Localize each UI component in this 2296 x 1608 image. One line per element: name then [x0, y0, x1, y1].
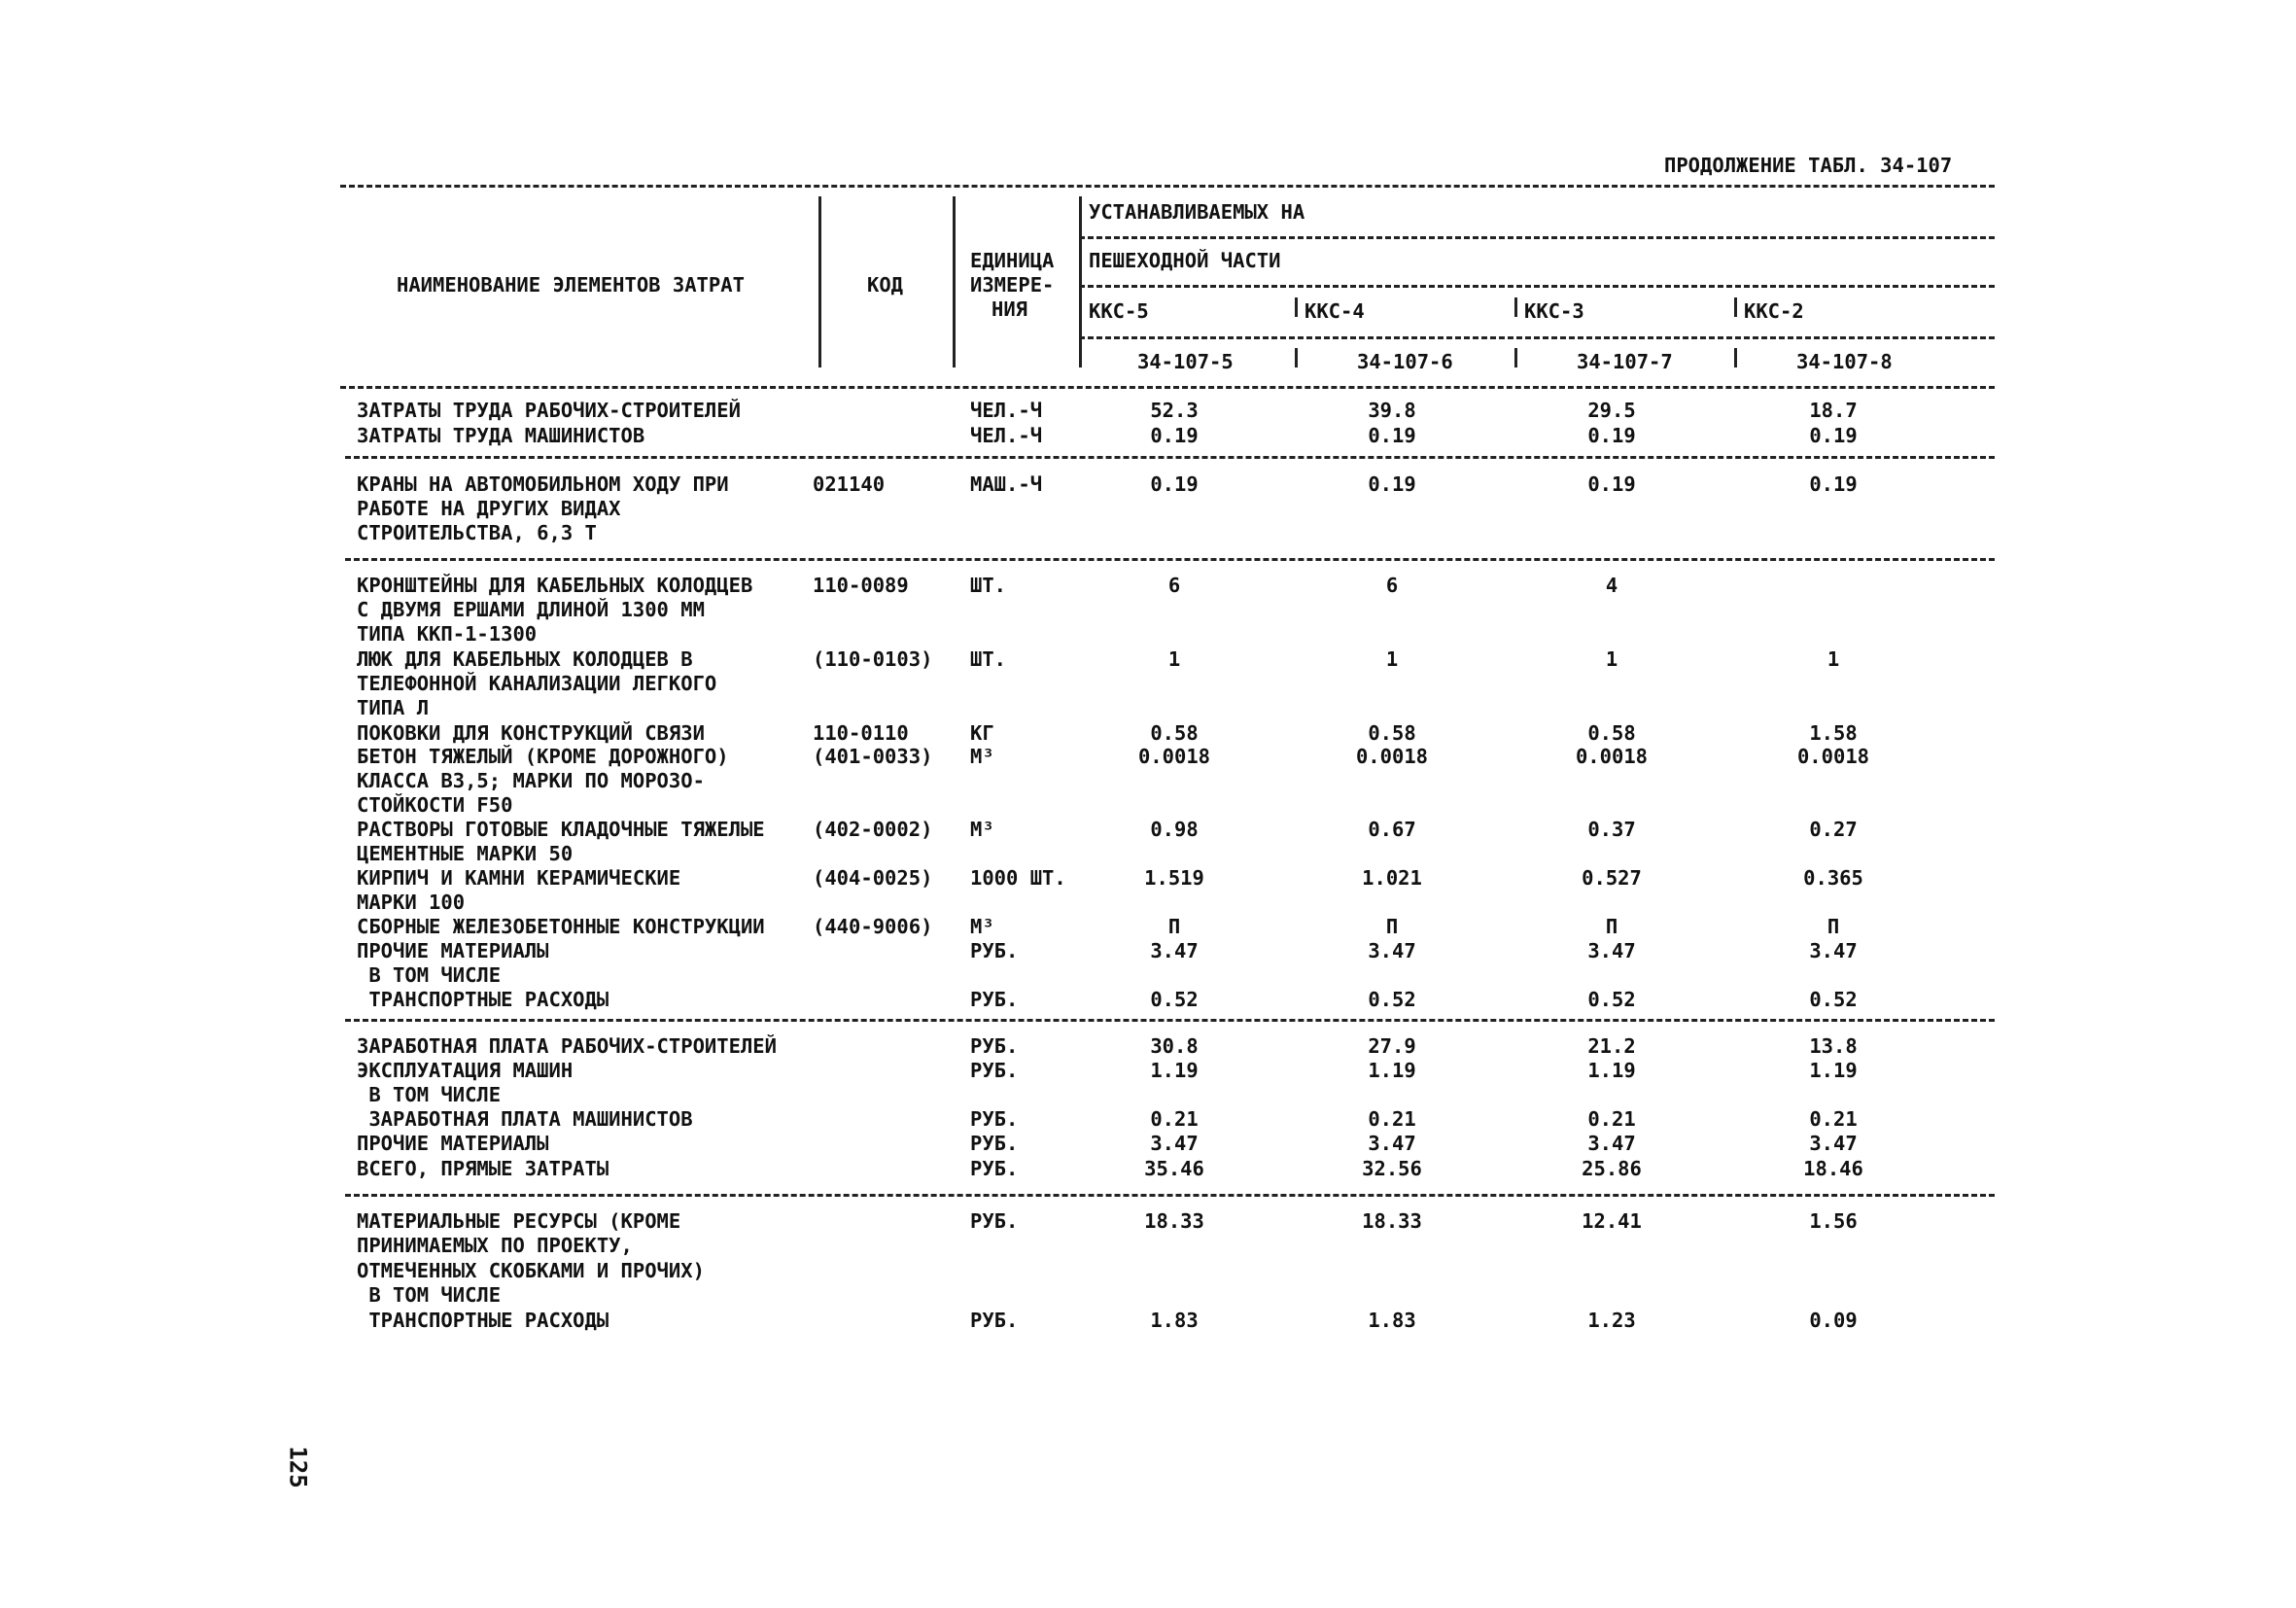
- row-value-4: 3.47: [1809, 1132, 1858, 1155]
- page-number: 125: [284, 1446, 312, 1488]
- row-value-1: 0.19: [1150, 424, 1199, 447]
- divider-kks2: [1734, 297, 1737, 317]
- row-name: МАТЕРИАЛЬНЫЕ РЕСУРСЫ (КРОМЕ: [357, 1209, 681, 1233]
- header-rule-1: [1079, 236, 1995, 239]
- row-unit: ШТ.: [970, 574, 1007, 597]
- row-value-2: 0.67: [1368, 818, 1416, 841]
- header-code: КОД: [867, 273, 904, 297]
- row-name: КИРПИЧ И КАМНИ КЕРАМИЧЕСКИЕ: [357, 866, 681, 890]
- row-name: ТРАНСПОРТНЫЕ РАСХОДЫ: [357, 1309, 609, 1332]
- header-code-7: 34-107-7: [1577, 350, 1673, 373]
- row-value-1: 1: [1167, 647, 1181, 671]
- row-unit: МАШ.-Ч: [970, 472, 1043, 496]
- header-unit-3: НИЯ: [991, 297, 1028, 321]
- row-name: ПРОЧИЕ МАТЕРИАЛЫ: [357, 939, 549, 962]
- row-unit: М³: [970, 745, 994, 768]
- row-value-1: 1.83: [1150, 1309, 1199, 1332]
- row-value-3: 25.86: [1582, 1157, 1642, 1180]
- row-value-3: 0.527: [1582, 866, 1642, 890]
- row-value-2: 1.021: [1362, 866, 1422, 890]
- row-name: МАРКИ 100: [357, 891, 466, 914]
- row-value-4: 0.52: [1809, 988, 1858, 1011]
- row-value-2: 3.47: [1368, 1132, 1416, 1155]
- row-value-3: 0.52: [1587, 988, 1636, 1011]
- row-value-1: 52.3: [1150, 399, 1199, 422]
- row-name: ТРАНСПОРТНЫЕ РАСХОДЫ: [357, 988, 609, 1011]
- section-rule-3: [345, 1019, 1995, 1022]
- row-name: РАБОТЕ НА ДРУГИХ ВИДАХ: [357, 497, 621, 520]
- header-installed: УСТАНАВЛИВАЕМЫХ НА: [1089, 200, 1305, 224]
- row-name: В ТОМ ЧИСЛЕ: [357, 1083, 502, 1106]
- row-value-2: 1.83: [1368, 1309, 1416, 1332]
- row-value-1: 3.47: [1150, 1132, 1199, 1155]
- row-name: ПРОЧИЕ МАТЕРИАЛЫ: [357, 1132, 549, 1155]
- row-name: ТИПА Л: [357, 696, 430, 719]
- row-name: СТОЙКОСТИ F50: [357, 793, 513, 817]
- row-value-2: 0.21: [1368, 1107, 1416, 1131]
- row-unit: М³: [970, 818, 994, 841]
- row-code: (404-0025): [813, 866, 933, 890]
- row-value-4: 18.7: [1809, 399, 1858, 422]
- row-unit: РУБ.: [970, 1309, 1019, 1332]
- row-name: РАСТВОРЫ ГОТОВЫЕ КЛАДОЧНЫЕ ТЯЖЕЛЫЕ: [357, 818, 765, 841]
- divider-values: [1079, 196, 1082, 367]
- row-value-3: 1: [1605, 647, 1618, 671]
- row-value-2: П: [1385, 915, 1399, 938]
- divider-kks3: [1514, 297, 1517, 317]
- row-value-3: П: [1605, 915, 1618, 938]
- header-bottom-rule: [340, 386, 1995, 389]
- row-value-3: 0.21: [1587, 1107, 1636, 1131]
- row-value-2: 27.9: [1368, 1034, 1416, 1058]
- row-name: КРОНШТЕЙНЫ ДЛЯ КАБЕЛЬНЫХ КОЛОДЦЕВ: [357, 574, 753, 597]
- header-name: НАИМЕНОВАНИЕ ЭЛЕМЕНТОВ ЗАТРАТ: [397, 273, 745, 297]
- row-name: ЗАРАБОТНАЯ ПЛАТА МАШИНИСТОВ: [357, 1107, 693, 1131]
- row-unit: ЧЕЛ.-Ч: [970, 424, 1043, 447]
- row-value-1: 0.98: [1150, 818, 1199, 841]
- row-value-1: 1.519: [1144, 866, 1204, 890]
- row-value-4: 18.46: [1803, 1157, 1863, 1180]
- row-value-2: 0.19: [1368, 424, 1416, 447]
- row-code: 110-0110: [813, 721, 909, 745]
- row-name: ОТМЕЧЕННЫХ СКОБКАМИ И ПРОЧИХ): [357, 1259, 705, 1282]
- row-name: ЗАТРАТЫ ТРУДА РАБОЧИХ-СТРОИТЕЛЕЙ: [357, 399, 741, 422]
- row-value-3: 4: [1605, 574, 1618, 597]
- row-name: ТЕЛЕФОННОЙ КАНАЛИЗАЦИИ ЛЕГКОГО: [357, 672, 717, 695]
- row-value-4: 0.27: [1809, 818, 1858, 841]
- header-rule-2: [1079, 285, 1995, 288]
- row-unit: РУБ.: [970, 1107, 1019, 1131]
- header-rule-3: [1079, 336, 1995, 339]
- row-value-3: 1.19: [1587, 1059, 1636, 1082]
- row-value-4: 0.365: [1803, 866, 1863, 890]
- row-unit: РУБ.: [970, 1132, 1019, 1155]
- row-value-2: 0.52: [1368, 988, 1416, 1011]
- row-value-2: 1: [1385, 647, 1399, 671]
- divider-code-6: [1295, 348, 1298, 367]
- row-value-3: 12.41: [1582, 1209, 1642, 1233]
- header-type-kks3: ККС-3: [1524, 299, 1584, 323]
- row-value-3: 0.0018: [1575, 745, 1649, 768]
- row-value-2: 0.0018: [1355, 745, 1429, 768]
- row-code: 021140: [813, 472, 886, 496]
- row-value-1: 0.0018: [1137, 745, 1211, 768]
- row-value-4: 1.58: [1809, 721, 1858, 745]
- row-unit: РУБ.: [970, 1157, 1019, 1180]
- row-unit: М³: [970, 915, 994, 938]
- row-value-4: 1.19: [1809, 1059, 1858, 1082]
- row-value-4: 0.21: [1809, 1107, 1858, 1131]
- section-rule-2: [345, 558, 1995, 561]
- row-value-4: П: [1826, 915, 1840, 938]
- row-value-3: 1.23: [1587, 1309, 1636, 1332]
- row-value-3: 29.5: [1587, 399, 1636, 422]
- row-name: ПРИНИМАЕМЫХ ПО ПРОЕКТУ,: [357, 1234, 633, 1257]
- row-name: ЗАРАБОТНАЯ ПЛАТА РАБОЧИХ-СТРОИТЕЛЕЙ: [357, 1034, 777, 1058]
- row-value-4: 13.8: [1809, 1034, 1858, 1058]
- row-value-3: 0.37: [1587, 818, 1636, 841]
- divider-code-7: [1514, 348, 1517, 367]
- row-name: В ТОМ ЧИСЛЕ: [357, 963, 502, 987]
- row-value-2: 3.47: [1368, 939, 1416, 962]
- row-value-4: 3.47: [1809, 939, 1858, 962]
- row-unit: РУБ.: [970, 939, 1019, 962]
- row-name: ЛЮК ДЛЯ КАБЕЛЬНЫХ КОЛОДЦЕВ В: [357, 647, 693, 671]
- row-value-4: 0.0018: [1796, 745, 1870, 768]
- row-unit: РУБ.: [970, 1034, 1019, 1058]
- row-name: С ДВУМЯ ЕРШАМИ ДЛИНОЙ 1300 ММ: [357, 598, 705, 621]
- row-name: ТИПА ККП-1-1300: [357, 622, 538, 646]
- row-unit: ШТ.: [970, 647, 1007, 671]
- header-unit-1: ЕДИНИЦА: [970, 249, 1055, 272]
- header-pedestrian: ПЕШЕХОДНОЙ ЧАСТИ: [1089, 249, 1281, 272]
- row-code: (401-0033): [813, 745, 933, 768]
- row-name: ВСЕГО, ПРЯМЫЕ ЗАТРАТЫ: [357, 1157, 609, 1180]
- row-unit: 1000 ШТ.: [970, 866, 1066, 890]
- row-value-4: 0.19: [1809, 424, 1858, 447]
- row-value-3: 3.47: [1587, 939, 1636, 962]
- header-code-6: 34-107-6: [1357, 350, 1453, 373]
- row-value-3: 21.2: [1587, 1034, 1636, 1058]
- row-code: 110-0089: [813, 574, 909, 597]
- row-name: БЕТОН ТЯЖЕЛЫЙ (КРОМЕ ДОРОЖНОГО): [357, 745, 729, 768]
- row-name: КЛАССА В3,5; МАРКИ ПО МОРОЗО-: [357, 769, 705, 792]
- row-code: (402-0002): [813, 818, 933, 841]
- header-unit-2: ИЗМЕРЕ-: [970, 273, 1055, 297]
- row-value-3: 0.19: [1587, 424, 1636, 447]
- header-code-8: 34-107-8: [1796, 350, 1893, 373]
- row-unit: РУБ.: [970, 988, 1019, 1011]
- header-type-kks5: ККС-5: [1089, 299, 1149, 323]
- row-value-3: 0.58: [1587, 721, 1636, 745]
- row-name: ЗАТРАТЫ ТРУДА МАШИНИСТОВ: [357, 424, 645, 447]
- row-value-2: 0.19: [1368, 472, 1416, 496]
- row-value-4: 1.56: [1809, 1209, 1858, 1233]
- row-value-4: 0.19: [1809, 472, 1858, 496]
- row-value-2: 6: [1385, 574, 1399, 597]
- row-name: ЭКСПЛУАТАЦИЯ МАШИН: [357, 1059, 574, 1082]
- row-value-1: 35.46: [1144, 1157, 1204, 1180]
- row-value-2: 18.33: [1362, 1209, 1422, 1233]
- header-code-5: 34-107-5: [1137, 350, 1234, 373]
- row-code: (440-9006): [813, 915, 933, 938]
- row-value-1: 0.58: [1150, 721, 1199, 745]
- row-value-2: 1.19: [1368, 1059, 1416, 1082]
- row-unit: ЧЕЛ.-Ч: [970, 399, 1043, 422]
- row-name: В ТОМ ЧИСЛЕ: [357, 1283, 502, 1307]
- row-code: (110-0103): [813, 647, 933, 671]
- row-value-1: П: [1167, 915, 1181, 938]
- header-type-kks4: ККС-4: [1305, 299, 1365, 323]
- row-value-1: 0.52: [1150, 988, 1199, 1011]
- divider-code: [818, 196, 821, 367]
- row-name: СТРОИТЕЛЬСТВА, 6,3 Т: [357, 521, 597, 544]
- row-name: СБОРНЫЕ ЖЕЛЕЗОБЕТОННЫЕ КОНСТРУКЦИИ: [357, 915, 765, 938]
- row-value-1: 18.33: [1144, 1209, 1204, 1233]
- row-unit: РУБ.: [970, 1059, 1019, 1082]
- row-value-1: 30.8: [1150, 1034, 1199, 1058]
- header-type-kks2: ККС-2: [1744, 299, 1804, 323]
- row-name: КРАНЫ НА АВТОМОБИЛЬНОМ ХОДУ ПРИ: [357, 472, 729, 496]
- row-value-3: 0.19: [1587, 472, 1636, 496]
- row-value-2: 32.56: [1362, 1157, 1422, 1180]
- row-value-1: 0.21: [1150, 1107, 1199, 1131]
- row-unit: КГ: [970, 721, 994, 745]
- row-value-4: 1: [1826, 647, 1840, 671]
- top-rule: [340, 185, 1995, 188]
- row-value-1: 0.19: [1150, 472, 1199, 496]
- row-name: ПОКОВКИ ДЛЯ КОНСТРУКЦИЙ СВЯЗИ: [357, 721, 705, 745]
- row-name: ЦЕМЕНТНЫЕ МАРКИ 50: [357, 842, 574, 865]
- section-rule-1: [345, 456, 1995, 459]
- row-value-1: 3.47: [1150, 939, 1199, 962]
- divider-code-8: [1734, 348, 1737, 367]
- section-rule-4: [345, 1194, 1995, 1197]
- row-value-2: 39.8: [1368, 399, 1416, 422]
- divider-unit: [953, 196, 956, 367]
- divider-kks4: [1295, 297, 1298, 317]
- continuation-label: ПРОДОЛЖЕНИЕ ТАБЛ. 34-107: [1664, 154, 1953, 177]
- row-value-3: 3.47: [1587, 1132, 1636, 1155]
- row-unit: РУБ.: [970, 1209, 1019, 1233]
- row-value-2: 0.58: [1368, 721, 1416, 745]
- row-value-1: 6: [1167, 574, 1181, 597]
- row-value-1: 1.19: [1150, 1059, 1199, 1082]
- row-value-4: 0.09: [1809, 1309, 1858, 1332]
